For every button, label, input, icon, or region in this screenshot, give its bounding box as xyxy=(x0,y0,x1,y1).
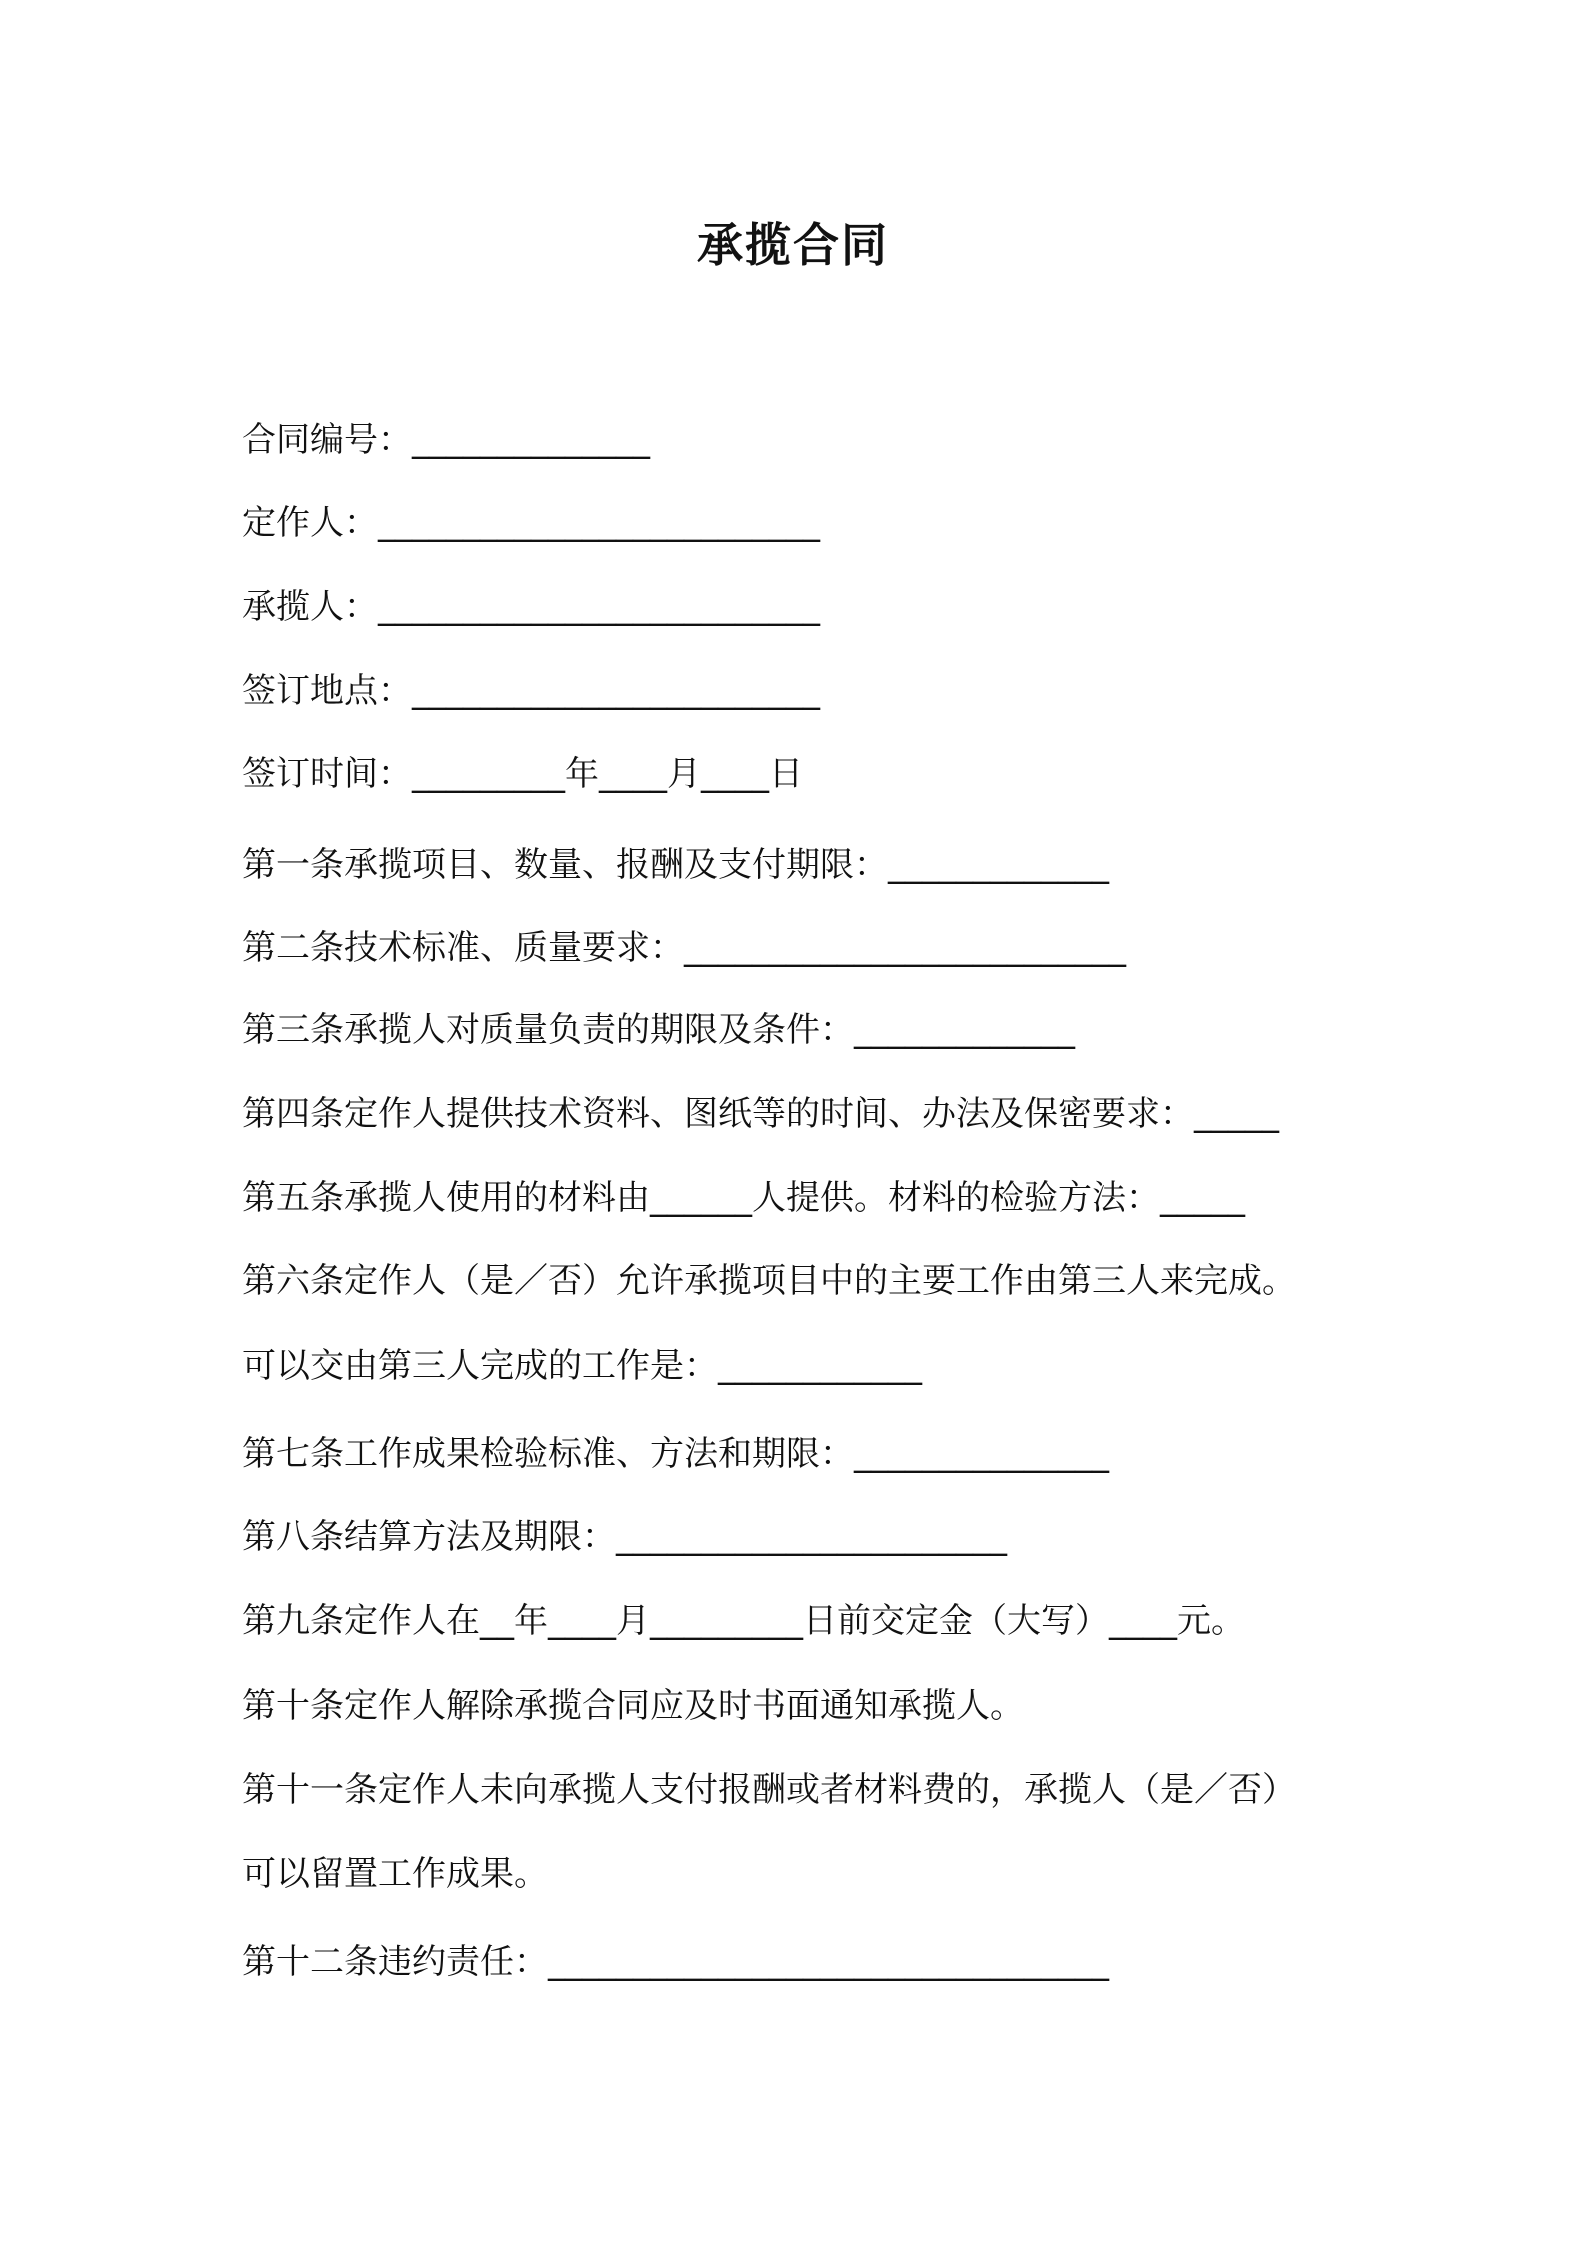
signing-date-line: 签订时间：_________年____月____日 xyxy=(242,754,803,794)
clause-9: 第九条定作人在__年____月_________日前交定金（大写）____元。 xyxy=(242,1601,1245,1641)
clause-3: 第三条承揽人对质量负责的期限及条件：_____________ xyxy=(242,1010,1075,1050)
clause-6: 第六条定作人（是／否）允许承揽项目中的主要工作由第三人来完成。 xyxy=(242,1261,1296,1301)
clause-2: 第二条技术标准、质量要求：__________________________ xyxy=(242,928,1126,968)
signing-place-line: 签订地点：________________________ xyxy=(242,671,820,711)
clause-5: 第五条承揽人使用的材料由______人提供。材料的检验方法：_____ xyxy=(242,1178,1245,1218)
contract-number-line: 合同编号：______________ xyxy=(242,420,650,460)
clause-11-continuation: 可以留置工作成果。 xyxy=(242,1854,548,1894)
contractor-line: 承揽人：__________________________ xyxy=(242,587,820,627)
clause-1: 第一条承揽项目、数量、报酬及支付期限：_____________ xyxy=(242,845,1109,885)
document-title: 承揽合同 xyxy=(697,218,889,272)
clause-4: 第四条定作人提供技术资料、图纸等的时间、办法及保密要求：_____ xyxy=(242,1094,1279,1134)
clause-7: 第七条工作成果检验标准、方法和期限：_______________ xyxy=(242,1434,1109,1474)
clause-11: 第十一条定作人未向承揽人支付报酬或者材料费的，承揽人（是／否） xyxy=(242,1770,1296,1810)
ordering-party-line: 定作人：__________________________ xyxy=(242,503,820,543)
clause-12: 第十二条违约责任：_________________________________ xyxy=(242,1942,1109,1982)
clause-8: 第八条结算方法及期限：_______________________ xyxy=(242,1517,1007,1557)
clause-6-continuation: 可以交由第三人完成的工作是：____________ xyxy=(242,1346,922,1386)
clause-10: 第十条定作人解除承揽合同应及时书面通知承揽人。 xyxy=(242,1686,1024,1726)
